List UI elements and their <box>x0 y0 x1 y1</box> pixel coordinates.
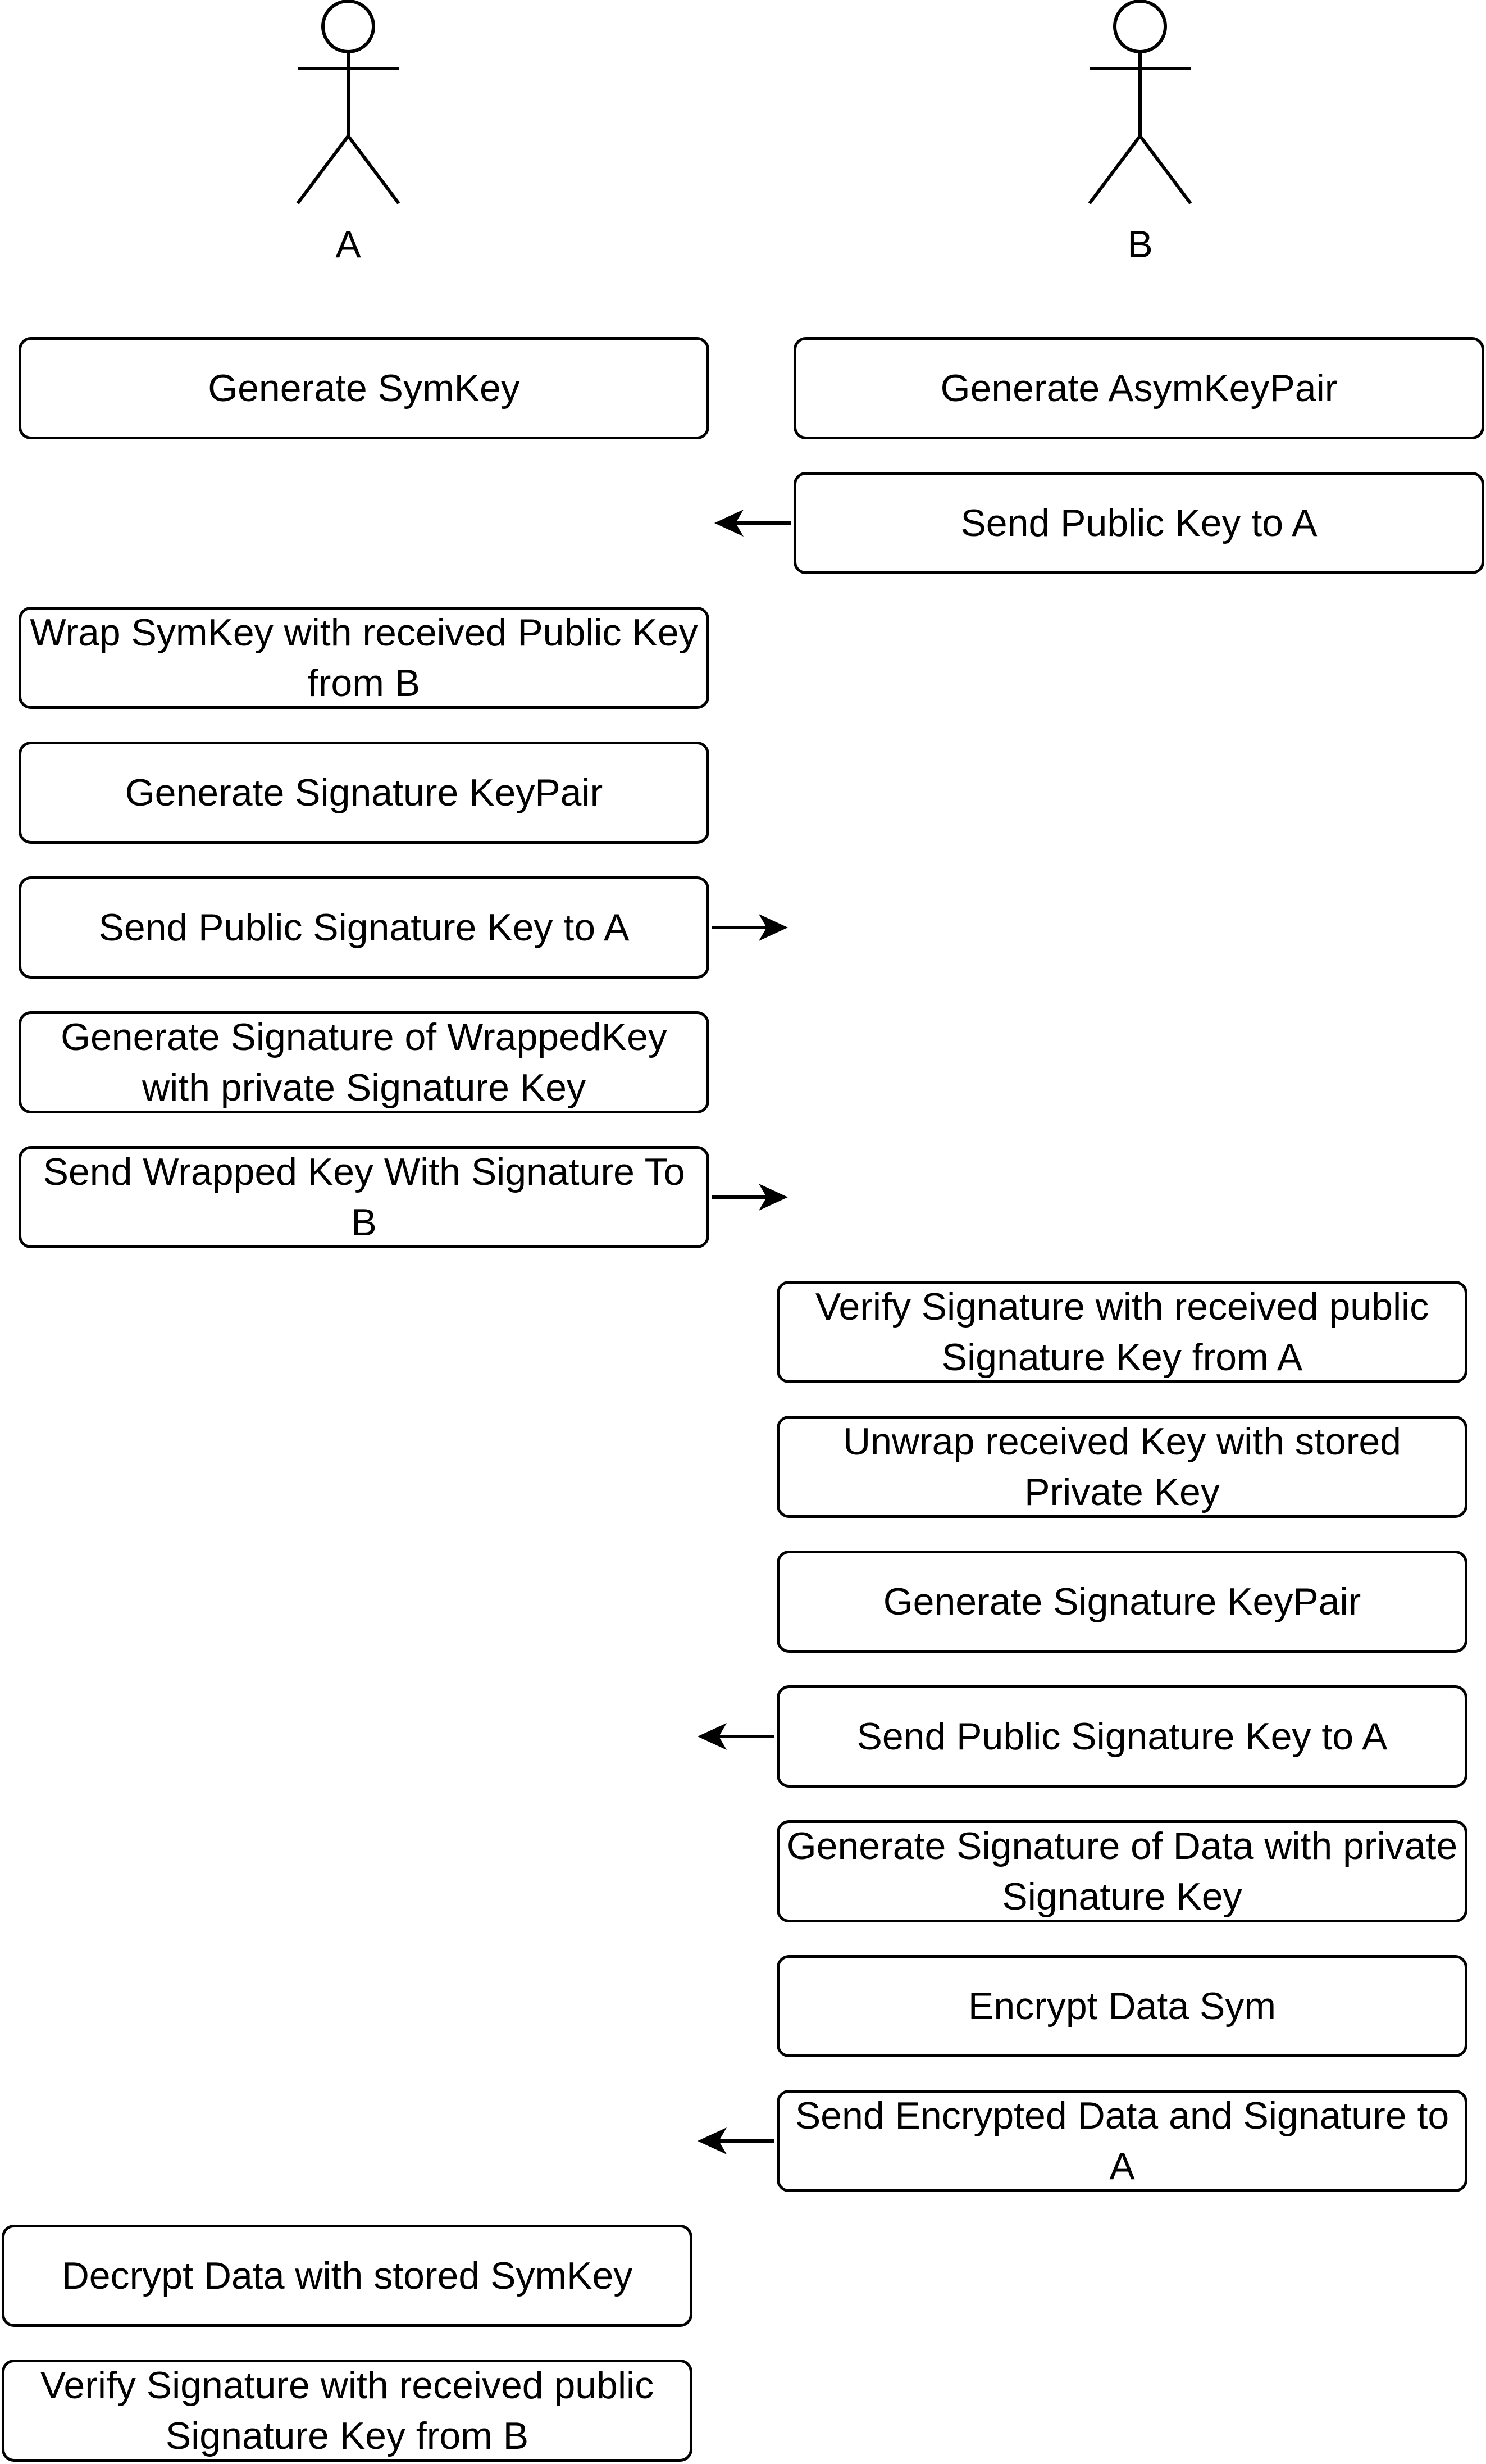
step-verify-signature-a: Verify Signature with received public Signature Key from B <box>2 2360 692 2462</box>
step-encrypt-data: Encrypt Data Sym <box>777 1955 1467 2057</box>
stick-figure-icon <box>1084 0 1196 213</box>
step-generate-signature-data: Generate Signature of Data with private Signature Key <box>777 1820 1467 1922</box>
step-generate-asymkeypair: Generate AsymKeyPair <box>794 337 1484 439</box>
step-generate-signature-wrappedkey: Generate Signature of WrappedKey with private Signature Key <box>19 1011 709 1113</box>
left-arrow-icon <box>696 1720 775 1753</box>
step-send-public-signature-key-b: Send Public Signature Key to A <box>777 1685 1467 1788</box>
step-generate-symkey: Generate SymKey <box>19 337 709 439</box>
step-send-wrapped-key: Send Wrapped Key With Signature To B <box>19 1146 709 1248</box>
step-verify-signature-b: Verify Signature with received public Signature Key from A <box>777 1281 1467 1383</box>
step-send-encrypted-data: Send Encrypted Data and Signature to A <box>777 2090 1467 2192</box>
actor-b-label: B <box>1127 223 1153 266</box>
left-arrow-icon <box>696 2124 775 2158</box>
step-unwrap-key: Unwrap received Key with stored Private Key <box>777 1416 1467 1518</box>
step-generate-signature-keypair-b: Generate Signature KeyPair <box>777 1551 1467 1653</box>
step-send-public-signature-key-a: Send Public Signature Key to A <box>19 876 709 979</box>
step-send-public-key: Send Public Key to A <box>794 472 1484 574</box>
actor-a-label: A <box>335 223 361 266</box>
right-arrow-icon <box>710 911 789 944</box>
step-wrap-symkey: Wrap SymKey with received Public Key from B <box>19 607 709 709</box>
step-decrypt-data: Decrypt Data with stored SymKey <box>2 2225 692 2327</box>
actor-b <box>1084 0 1196 275</box>
step-generate-signature-keypair-a: Generate Signature KeyPair <box>19 742 709 844</box>
actor-a <box>292 0 404 275</box>
left-arrow-icon <box>713 506 792 540</box>
stick-figure-icon <box>292 0 404 213</box>
right-arrow-icon <box>710 1180 789 1214</box>
